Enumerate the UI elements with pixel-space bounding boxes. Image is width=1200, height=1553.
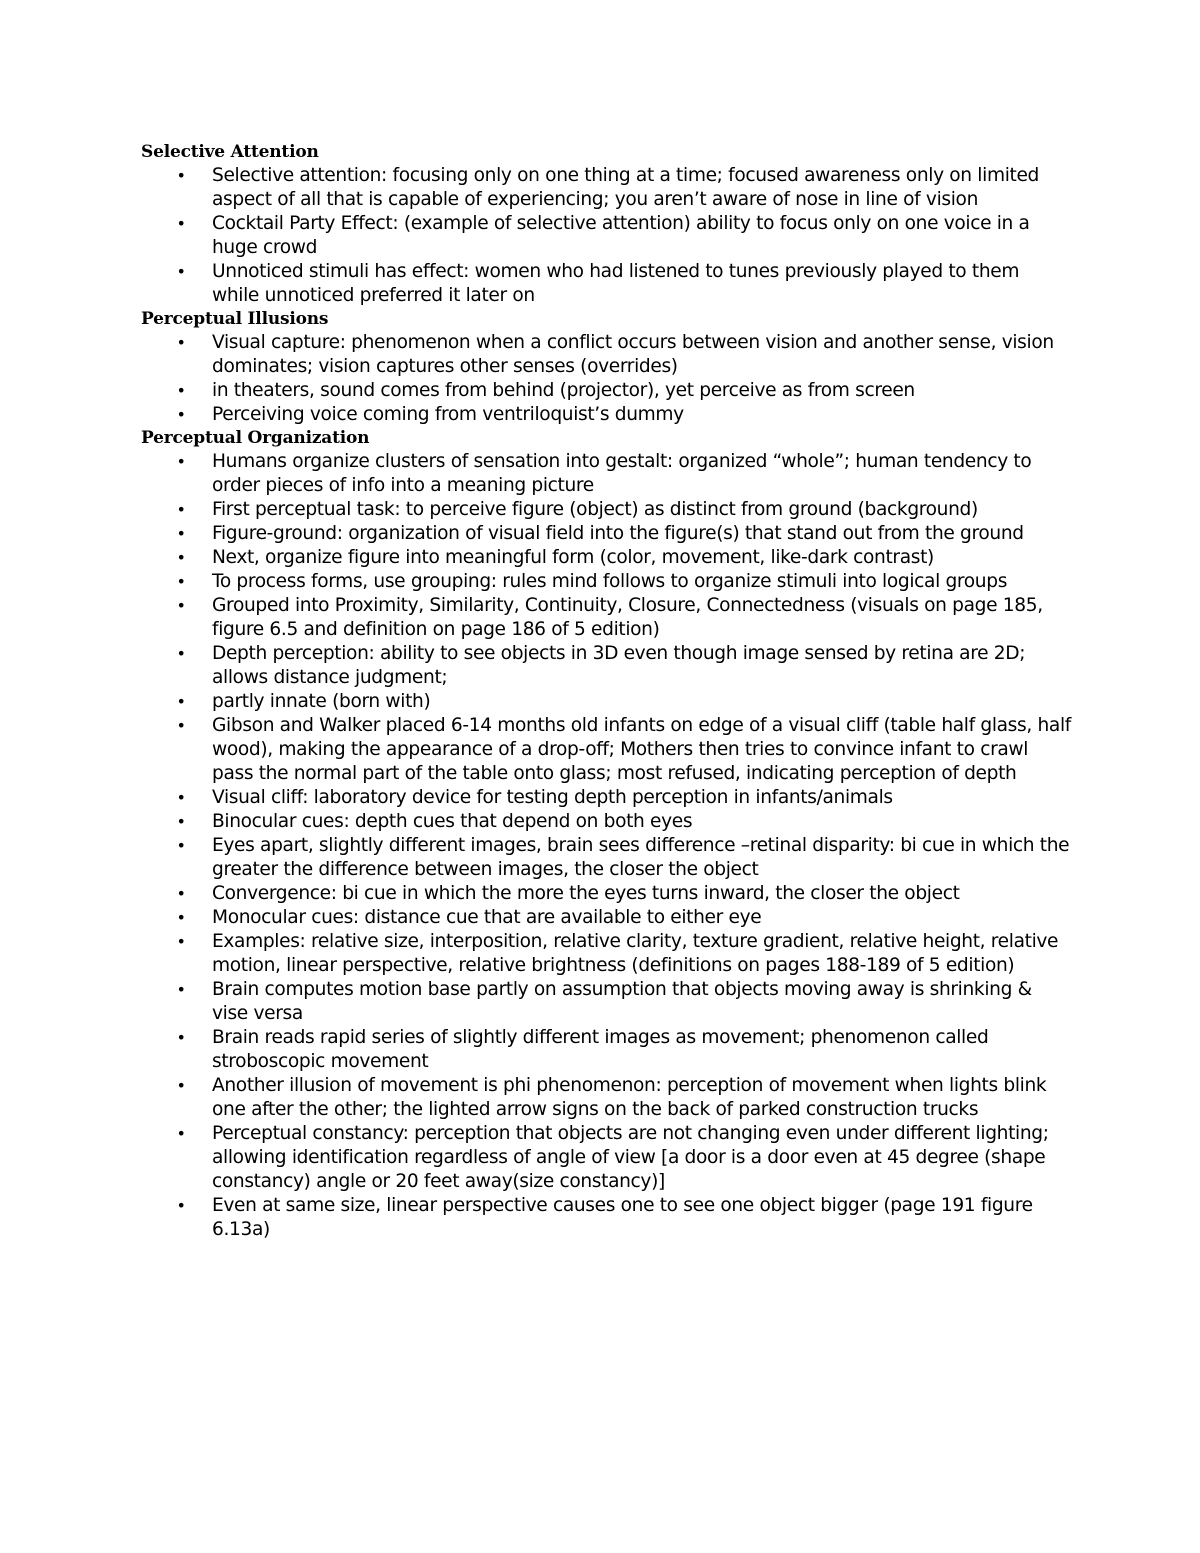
list-item-text: Selective attention: focusing only on one thing at a time; focused awareness only on limited aspect of all that is capable of experiencing; you aren’t aware of nose in line of vision [212, 165, 1039, 210]
bullet-icon: • [176, 788, 186, 807]
list-item-text: partly innate (born with) [212, 691, 431, 712]
list-item [141, 570, 1071, 594]
bullet-icon: • [176, 262, 186, 281]
list-item [141, 379, 1071, 403]
list-item-text: Depth perception: ability to see objects in 3D even though image sensed by retina are 2D; allows distance judgment; [212, 643, 1026, 688]
bullet-icon: • [176, 932, 186, 951]
section-heading: Perceptual Illusions [141, 309, 329, 329]
bullet-icon: • [176, 884, 186, 903]
bullet-icon: • [176, 524, 186, 543]
list-item [141, 882, 1071, 906]
list-item [141, 1074, 1071, 1122]
bullet-list [141, 450, 1071, 1242]
section-selective-attention [141, 141, 1071, 308]
list-item [141, 690, 1071, 714]
list-item-text: Next, organize figure into meaningful form (color, movement, like-dark contrast) [212, 547, 934, 568]
bullet-icon: • [176, 214, 186, 233]
list-item-text: Visual capture: phenomenon when a conflict occurs between vision and another sense, vision dominates; vision captures other senses (overrides) [212, 332, 1054, 377]
list-item [141, 1194, 1071, 1242]
bullet-list [141, 331, 1071, 427]
bullet-icon: • [176, 1124, 186, 1143]
bullet-icon: • [176, 836, 186, 855]
list-item-text: Gibson and Walker placed 6-14 months old infants on edge of a visual cliff (table half glass, half wood), making the appearance of a drop-off; Mothers then tries to convince infant to crawl pass the normal part of the table onto glass; most refused, indicating perception of depth [212, 715, 1071, 784]
bullet-icon: • [176, 572, 186, 591]
list-item [141, 786, 1071, 810]
bullet-icon: • [176, 812, 186, 831]
bullet-icon: • [176, 908, 186, 927]
bullet-list [141, 164, 1071, 308]
list-item-text: Brain computes motion base partly on assumption that objects moving away is shrinking & vise versa [212, 979, 1032, 1024]
bullet-icon: • [176, 980, 186, 999]
list-item-text: Brain reads rapid series of slightly different images as movement; phenomenon called stroboscopic movement [212, 1027, 989, 1072]
section-heading: Perceptual Organization [141, 428, 370, 448]
list-item [141, 810, 1071, 834]
list-item-text: Unnoticed stimuli has effect: women who had listened to tunes previously played to them while unnoticed preferred it later on [212, 261, 1020, 306]
list-item-text: Perceptual constancy: perception that objects are not changing even under different lighting; allowing identification regardless of angle of view [a door is a door even at 45 degree (shape constancy) angle or 20 feet away(size constancy)] [212, 1123, 1049, 1192]
bullet-icon: • [176, 166, 186, 185]
list-item [141, 522, 1071, 546]
list-item-text: Examples: relative size, interposition, relative clarity, texture gradient, relative height, relative motion, linear perspective, relative brightness (definitions on pages 188-189 of 5 edition) [212, 931, 1059, 976]
list-item [141, 978, 1071, 1026]
list-item-text: in theaters, sound comes from behind (projector), yet perceive as from screen [212, 380, 915, 401]
bullet-icon: • [176, 381, 186, 400]
list-item [141, 642, 1071, 690]
bullet-icon: • [176, 333, 186, 352]
bullet-icon: • [176, 452, 186, 471]
list-item [141, 164, 1071, 212]
list-item [141, 906, 1071, 930]
bullet-icon: • [176, 1076, 186, 1095]
list-item [141, 498, 1071, 522]
list-item-text: Monocular cues: distance cue that are available to either eye [212, 907, 762, 928]
list-item-text: Figure-ground: organization of visual field into the figure(s) that stand out from the ground [212, 523, 1024, 544]
list-item [141, 546, 1071, 570]
list-item [141, 930, 1071, 978]
list-item [141, 1122, 1071, 1194]
list-item [141, 403, 1071, 427]
bullet-icon: • [176, 500, 186, 519]
section-heading: Selective Attention [141, 142, 319, 162]
list-item [141, 714, 1071, 786]
list-item [141, 594, 1071, 642]
list-item-text: Eyes apart, slightly different images, brain sees difference –retinal disparity: bi cue in which the greater the difference between images, the closer the object [212, 835, 1070, 880]
bullet-icon: • [176, 548, 186, 567]
bullet-icon: • [176, 644, 186, 663]
section-perceptual-organization [141, 427, 1071, 1242]
bullet-icon: • [176, 596, 186, 615]
bullet-icon: • [176, 1028, 186, 1047]
list-item-text: Perceiving voice coming from ventriloquist’s dummy [212, 404, 684, 425]
list-item [141, 212, 1071, 260]
list-item-text: Binocular cues: depth cues that depend on both eyes [212, 811, 693, 832]
list-item [141, 450, 1071, 498]
bullet-icon: • [176, 716, 186, 735]
list-item [141, 331, 1071, 379]
list-item [141, 260, 1071, 308]
list-item [141, 1026, 1071, 1074]
section-perceptual-illusions [141, 308, 1071, 427]
bullet-icon: • [176, 1196, 186, 1215]
list-item-text: Cocktail Party Effect: (example of selective attention) ability to focus only on one voice in a huge crowd [212, 213, 1030, 258]
list-item-text: Visual cliff: laboratory device for testing depth perception in infants/animals [212, 787, 893, 808]
list-item-text: First perceptual task: to perceive figure (object) as distinct from ground (background) [212, 499, 978, 520]
list-item-text: Humans organize clusters of sensation into gestalt: organized “whole”; human tendency to order pieces of info into a meaning picture [212, 451, 1032, 496]
list-item-text: Even at same size, linear perspective causes one to see one object bigger (page 191 figure 6.13a) [212, 1195, 1033, 1240]
list-item-text: Grouped into Proximity, Similarity, Continuity, Closure, Connectedness (visuals on page 185, figure 6.5 and definition on page 186 of 5 edition) [212, 595, 1043, 640]
document-page [141, 141, 1071, 1242]
list-item-text: Another illusion of movement is phi phenomenon: perception of movement when lights blink one after the other; the lighted arrow signs on the back of parked construction trucks [212, 1075, 1047, 1120]
bullet-icon: • [176, 692, 186, 711]
bullet-icon: • [176, 405, 186, 424]
list-item [141, 834, 1071, 882]
list-item-text: Convergence: bi cue in which the more the eyes turns inward, the closer the object [212, 883, 960, 904]
list-item-text: To process forms, use grouping: rules mind follows to organize stimuli into logical groups [212, 571, 1008, 592]
